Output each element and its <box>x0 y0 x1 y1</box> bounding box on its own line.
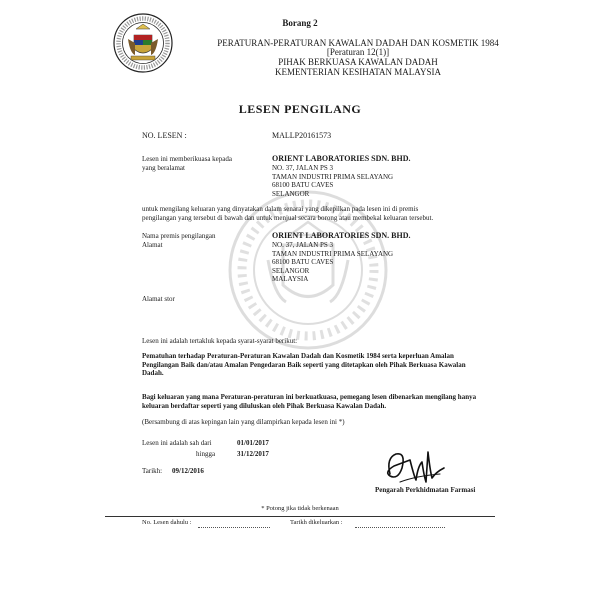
license-number: MALLP20161573 <box>272 131 332 140</box>
condition-paragraph-1 <box>142 352 466 378</box>
condition-paragraph-2 <box>142 393 476 410</box>
holder-address-line: NO. 37, JALAN PS 3 <box>272 164 334 172</box>
premises-address <box>272 241 393 284</box>
premises-company-name: ORIENT LABORATORIES SDN. BHD. <box>272 231 411 240</box>
continuation-note: (Bersambung di atas kepingan lain yang dilampirkan kepada lesen ini *) <box>142 418 345 426</box>
premises-name-label: Nama premis pengilangan <box>142 232 216 240</box>
holder-address-line: TAMAN INDUSTRI PRIMA SELAYANG <box>272 172 394 181</box>
document-title: LESEN PENGILANG <box>238 102 362 116</box>
holder-company-name: ORIENT LABORATORIES SDN. BHD. <box>272 154 411 163</box>
director-signature <box>380 446 450 488</box>
authority-name: PIHAK BERKUASA KAWALAN DADAH <box>278 57 438 67</box>
date-issued-blank <box>355 527 445 528</box>
holder-address <box>272 164 393 198</box>
form-number: Borang 2 <box>282 18 318 28</box>
holder-label-line1: Lesen ini memberikuasa kepada <box>142 155 232 163</box>
premises-address-line: NO. 37, JALAN PS 3 <box>272 241 334 249</box>
ministry-name: KEMENTERIAN KESIHATAN MALAYSIA <box>275 67 441 77</box>
previous-license-blank <box>198 527 270 528</box>
issue-date-label: Tarikh: <box>142 467 163 475</box>
date-issued-label: Tarikh dikeluarkan : <box>290 519 343 526</box>
holder-label-line2: yang beralamat <box>142 164 185 172</box>
premises-address-line: MALAYSIA <box>272 275 309 284</box>
condition-line: keluaran berdaftar seperti yang diluluskan oleh Pihak Berkuasa Kawalan Dadah. <box>142 401 387 410</box>
conditions-intro: Lesen ini adalah tertakluk kepada syarat-syarat berikut: <box>142 337 298 345</box>
regulation-title: PERATURAN-PERATURAN KAWALAN DADAH DAN KOSMETIK 1984 <box>217 38 499 48</box>
valid-from-date: 01/01/2017 <box>237 439 269 447</box>
premises-address-line: 68100 BATU CAVES <box>272 258 334 267</box>
condition-line: Bagi keluaran yang mana Peraturan-peraturan ini berkuatkuasa, pemegang lesen dibenarkan mengilang hanya <box>142 393 477 401</box>
issue-date: 09/12/2016 <box>172 467 204 475</box>
condition-line: Pematuhan terhadap Peraturan-Peraturan Kawalan Dadah dan Kosmetik 1984 serta keperluan Amalan <box>142 352 454 360</box>
purpose-line1: untuk mengilang keluaran yang dinyatakan dalam senarai yang dikepilkan pada lesen ini di premis <box>142 205 419 213</box>
previous-license-label: No. Lesen dahulu : <box>142 519 192 526</box>
condition-line: Pengilangan Baik dan/atau Amalan Pengedaran Baik seperti yang ditetapkan oleh Pihak Berkuasa Kawalan <box>142 360 466 369</box>
premises-address-label: Alamat <box>142 241 163 249</box>
premises-address-line: SELANGOR <box>272 266 310 275</box>
valid-from-label: Lesen ini adalah sah dari <box>142 439 212 447</box>
signatory-title: Pengarah Perkhidmatan Farmasi <box>375 486 476 494</box>
store-address-label: Alamat stor <box>142 295 175 303</box>
purpose-line2: pengilangan yang tersebut di bawah dan untuk menjual secara borong atau membekal keluaran tersebut. <box>142 214 434 222</box>
valid-until-date: 31/12/2017 <box>237 450 269 458</box>
regulation-reference: [Peraturan 12(1)] <box>326 47 390 57</box>
footer-divider <box>105 516 495 517</box>
strike-through-note: * Potong jika tidak berkenaan <box>261 505 339 512</box>
license-number-label: NO. LESEN : <box>142 131 187 140</box>
valid-until-label: hingga <box>196 450 216 458</box>
holder-address-line: 68100 BATU CAVES <box>272 181 334 190</box>
holder-address-line: SELANGOR <box>272 189 310 198</box>
condition-line: Dadah. <box>142 369 164 378</box>
premises-address-line: TAMAN INDUSTRI PRIMA SELAYANG <box>272 249 394 258</box>
